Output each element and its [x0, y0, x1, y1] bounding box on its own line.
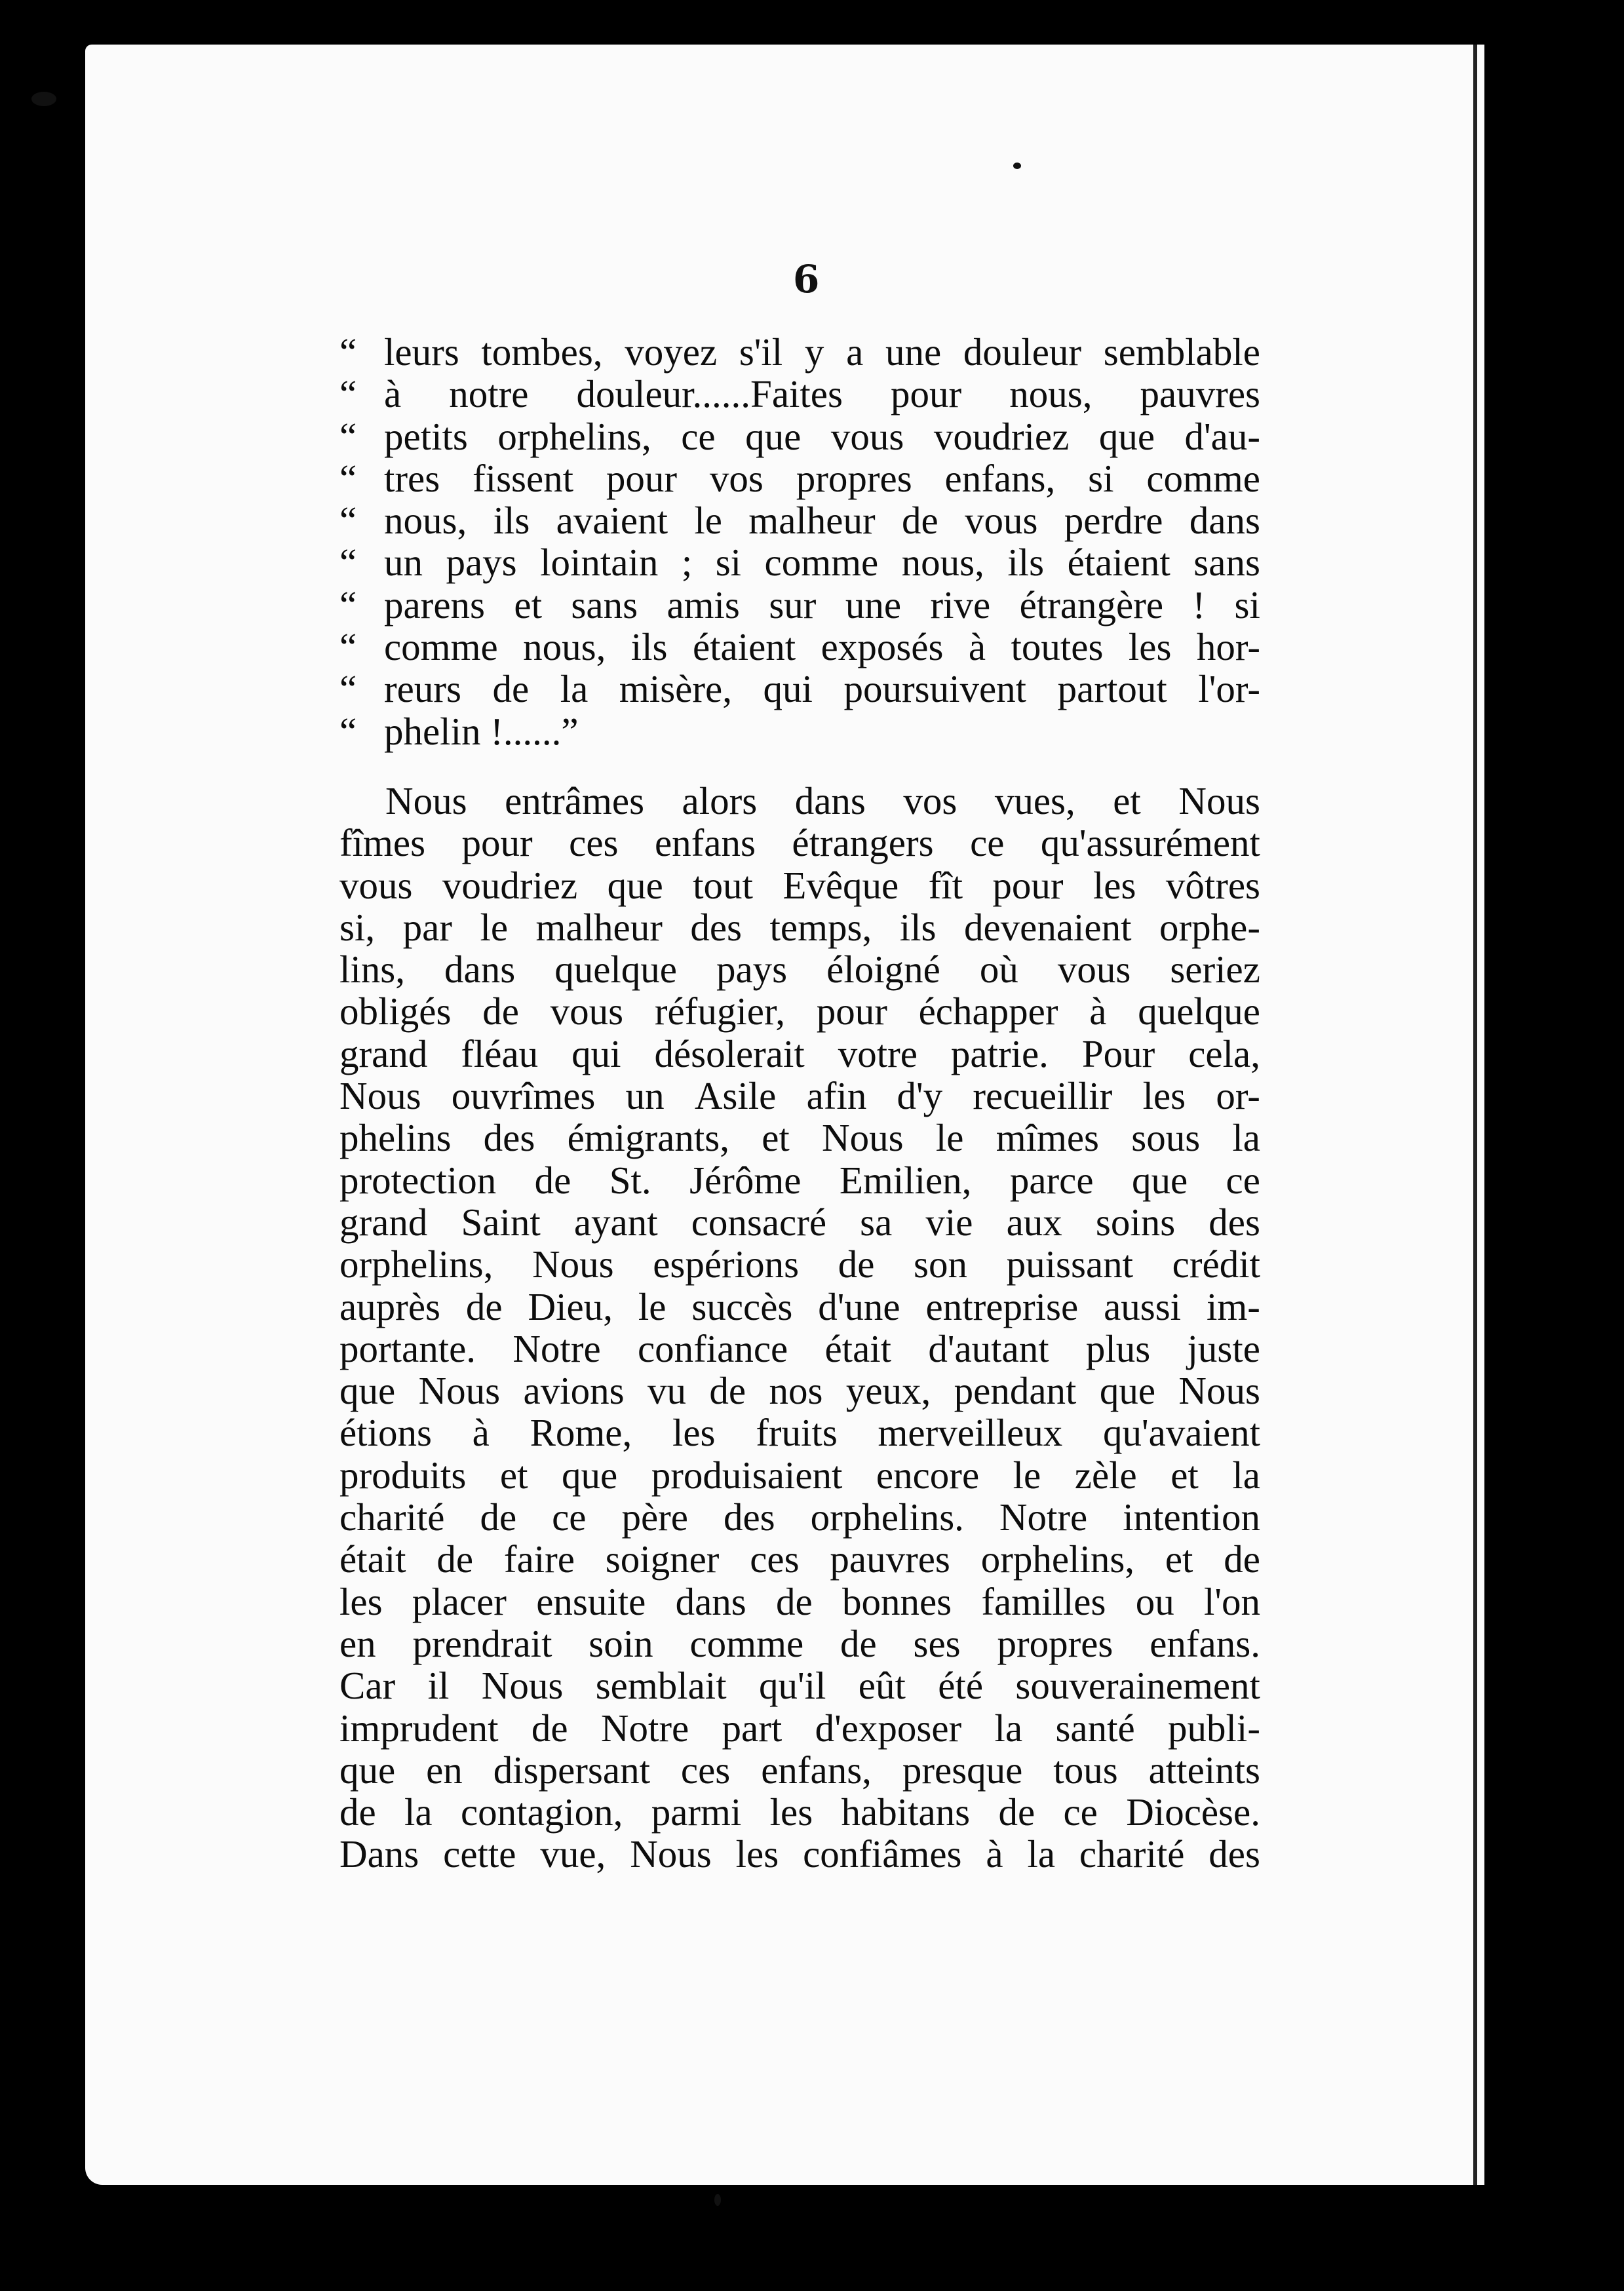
quoted-line-text: comme nous, ils étaient exposés à toutes les hor-	[384, 625, 1260, 669]
paragraph-line: était de faire soigner ces pauvres orphelins, et de	[339, 1537, 1260, 1581]
page-edge-shadow	[1473, 45, 1477, 2185]
paragraph-line: Nous entrâmes alors dans vos vues, et Nous	[385, 779, 1260, 822]
quoted-line	[339, 457, 1260, 499]
quote-mark: “	[339, 330, 357, 374]
quote-mark: “	[339, 625, 357, 669]
paragraph-line: orphelins, Nous espérions de son puissant crédit	[339, 1242, 1260, 1286]
quoted-line-text: à notre douleur......Faites pour nous, pauvres	[384, 372, 1260, 416]
paragraph-line: grand Saint ayant consacré sa vie aux soins des	[339, 1200, 1260, 1244]
quote-mark: “	[339, 541, 357, 585]
quote-mark: “	[339, 709, 357, 753]
quoted-line-text: reurs de la misère, qui poursuivent partout l'or-	[384, 667, 1260, 711]
quoted-line	[339, 710, 1260, 752]
paragraph-line: vous voudriez que tout Evêque fît pour les vôtres	[339, 863, 1260, 907]
paragraph-line: portante. Notre confiance était d'autant plus juste	[339, 1326, 1260, 1370]
paragraph-line: que Nous avions vu de nos yeux, pendant que Nous	[339, 1369, 1260, 1413]
paragraph-line: les placer ensuite dans de bonnes familles ou l'on	[339, 1579, 1260, 1623]
quoted-line-text: phelin !......”	[384, 709, 579, 753]
body-text	[339, 331, 1260, 1876]
quote-mark: “	[339, 456, 357, 500]
paragraph-line: de la contagion, parmi les habitans de ce Diocèse.	[339, 1790, 1260, 1834]
paragraph-line: obligés de vous réfugier, pour échapper à quelque	[339, 990, 1260, 1033]
paragraph-line: charité de ce père des orphelins. Notre intention	[339, 1495, 1260, 1539]
quote-mark: “	[339, 499, 357, 543]
scan-speck	[31, 92, 56, 106]
paragraph-line: lins, dans quelque pays éloigné où vous seriez	[339, 948, 1260, 991]
paragraph-line: si, par le malheur des temps, ils devenaient orphe-	[339, 905, 1260, 949]
quoted-line	[339, 373, 1260, 415]
paragraph-line: grand fléau qui désolerait votre patrie. Pour cela,	[339, 1031, 1260, 1075]
paragraph-line: Dans cette vue, Nous les confiâmes à la charité des	[339, 1832, 1260, 1876]
paragraph-line: Nous ouvrîmes un Asile afin d'y recueillir les or-	[339, 1074, 1260, 1118]
paragraph-line: imprudent de Notre part d'exposer la santé publi-	[339, 1706, 1260, 1750]
paragraph-line: Car il Nous semblait qu'il eût été souverainement	[339, 1664, 1260, 1708]
quoted-passage	[339, 331, 1260, 752]
quoted-line-text: petits orphelins, ce que vous voudriez que d'au-	[384, 414, 1260, 458]
quoted-line	[339, 584, 1260, 626]
main-paragraph	[339, 780, 1260, 1876]
paragraph-line: en prendrait soin comme de ses propres enfans.	[339, 1621, 1260, 1665]
scan-speck	[714, 2194, 721, 2206]
quoted-line-text: nous, ils avaient le malheur de vous perdre dans	[384, 499, 1260, 543]
quoted-line	[339, 415, 1260, 457]
paragraph-line: fîmes pour ces enfans étrangers ce qu'assurément	[339, 821, 1260, 865]
paragraph-line: phelins des émigrants, et Nous le mîmes sous la	[339, 1116, 1260, 1160]
quote-mark: “	[339, 667, 357, 711]
quoted-line	[339, 541, 1260, 583]
quoted-line-text: leurs tombes, voyez s'il y a une douleur semblable	[384, 330, 1260, 374]
quoted-line	[339, 668, 1260, 710]
paragraph-line: étions à Rome, les fruits merveilleux qu'avaient	[339, 1411, 1260, 1455]
quoted-line-text: parens et sans amis sur une rive étrangère ! si	[384, 583, 1260, 626]
paragraph-line: auprès de Dieu, le succès d'une entreprise aussi im-	[339, 1284, 1260, 1328]
quoted-line	[339, 626, 1260, 668]
quoted-line	[339, 499, 1260, 541]
paragraph-line: produits et que produisaient encore le zèle et la	[339, 1453, 1260, 1497]
scan-speck	[1013, 163, 1021, 169]
paragraph-line: que en dispersant ces enfans, presque tous atteints	[339, 1748, 1260, 1792]
quote-mark: “	[339, 414, 357, 458]
quote-mark: “	[339, 372, 357, 416]
paragraph-line: protection de St. Jérôme Emilien, parce que ce	[339, 1158, 1260, 1202]
quoted-line	[339, 331, 1260, 373]
quote-mark: “	[339, 583, 357, 626]
quoted-line-text: tres fissent pour vos propres enfans, si comme	[384, 456, 1260, 500]
page-number: 6	[793, 257, 820, 301]
quoted-line-text: un pays lointain ; si comme nous, ils étaient sans	[384, 541, 1260, 585]
